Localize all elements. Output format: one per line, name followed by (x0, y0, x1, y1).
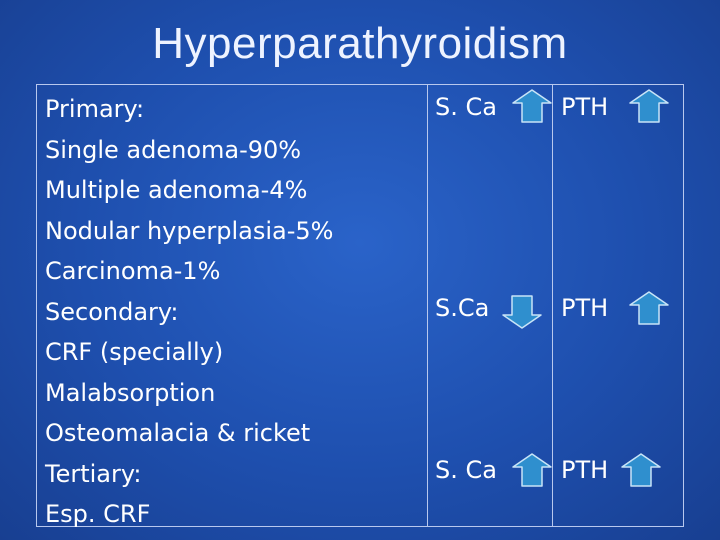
arrow-up-icon (629, 291, 669, 325)
cause-item: Esp. CRF (45, 500, 151, 528)
causes-column (45, 89, 425, 535)
type-heading-primary: Primary: (45, 95, 145, 123)
serum-calcium-label: S. Ca (435, 93, 497, 121)
pth-label: PTH (561, 93, 609, 121)
pth-label: PTH (561, 456, 609, 484)
hyperparathyroidism-table (36, 84, 684, 527)
column-divider (427, 85, 428, 526)
slide-title: Hyperparathyroidism (152, 19, 568, 68)
type-heading-tertiary: Tertiary: (45, 459, 142, 488)
cause-item: Multiple adenoma-4% (45, 176, 308, 204)
cause-item: Malabsorption (45, 378, 216, 407)
cause-item: CRF (specially) (45, 338, 224, 366)
pth-label: PTH (561, 294, 609, 322)
serum-calcium-label: S. Ca (435, 456, 497, 484)
arrow-up-icon (629, 89, 669, 123)
cause-item: Osteomalacia & ricket (45, 419, 311, 447)
type-heading-secondary: Secondary: (45, 297, 179, 326)
arrow-up-icon (512, 453, 552, 487)
cause-item: Nodular hyperplasia-5% (45, 216, 334, 245)
arrow-up-icon (512, 89, 552, 123)
arrow-up-icon (621, 453, 661, 487)
column-divider (552, 85, 553, 526)
arrow-down-icon (502, 295, 542, 329)
cause-item: Single adenoma-90% (45, 135, 302, 164)
serum-calcium-label: S.Ca (435, 294, 490, 322)
cause-item: Carcinoma-1% (45, 257, 221, 285)
